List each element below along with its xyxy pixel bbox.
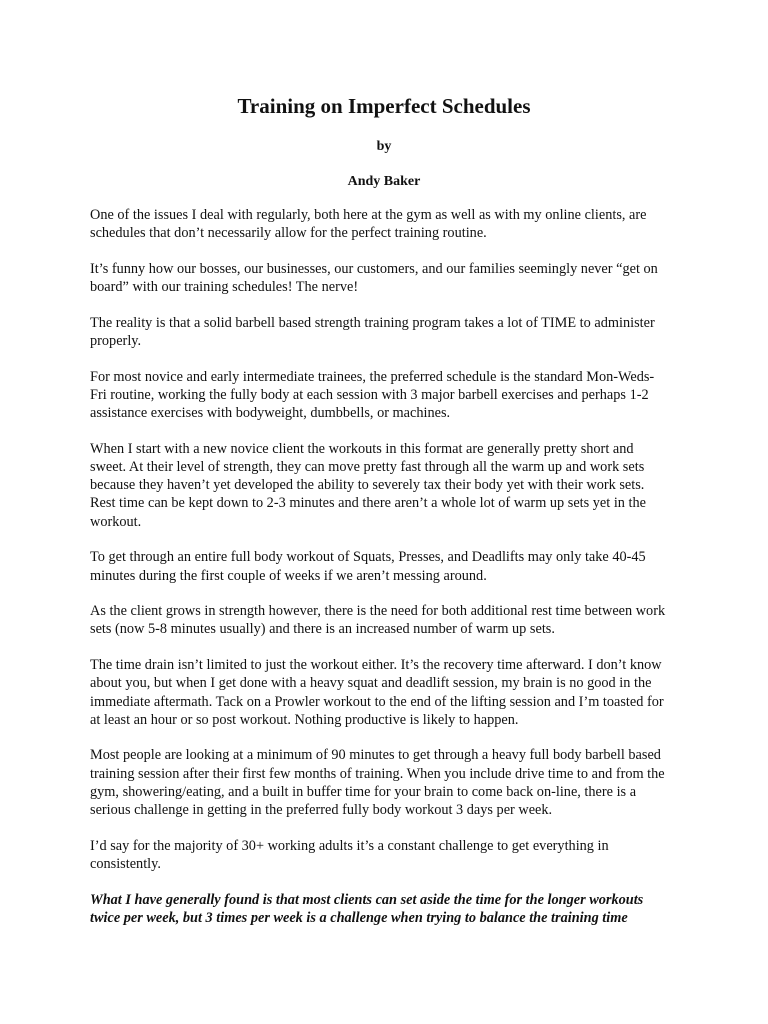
paragraph: For most novice and early intermediate trainees, the preferred schedule is the standard Mon-Weds-Fri routine, working the fully body at each session with 3 major barbell exercises and perhaps 1-2 assistance exercises with bodyweight, dumbbells, or machines. [90, 368, 655, 422]
paragraph: Most people are looking at a minimum of 90 minutes to get through a heavy full body barbell based training session after their first few months of training. When you include drive time to and from the gym, showering/eating, and a built in buffer time for your brain to come back on-line, there is a serious challenge in getting in the preferred fully body workout 3 days per week. [90, 747, 665, 819]
paragraph: It’s funny how our bosses, our businesses, our customers, and our families seemingly never “get on board” with our training schedules! The nerve! [90, 260, 658, 296]
byline-by: by [376, 139, 392, 154]
document-title: Training on Imperfect Schedules [237, 94, 531, 118]
paragraph: The reality is that a solid barbell based strength training program takes a lot of TIME to administer properly. [90, 314, 655, 350]
author-name: Andy Baker [347, 174, 421, 189]
paragraph: One of the issues I deal with regularly, both here at the gym as well as with my online clients, are schedules that don’t necessarily allow for the perfect training routine. [90, 207, 647, 242]
paragraph: As the client grows in strength however, there is the need for both additional rest time between work sets (now 5-8 minutes usually) and there is an increased number of warm up sets. [90, 603, 666, 638]
paragraph: The time drain isn’t limited to just the workout either. It’s the recovery time afterward. I don’t know about you, but when I get done with a heavy squat and deadlift session, my brain is no good in the immediate aftermath. Tack on a Prowler workout to the end of the lifting session and I’m toasted for at least an hour or so post workout. Nothing productive is likely to happen. [90, 657, 664, 728]
paragraph: To get through an entire full body workout of Squats, Presses, and Deadlifts may only take 40-45 minutes during the first couple of weeks if we aren’t messing around. [90, 549, 646, 584]
emphasized-paragraph: What I have generally found is that most clients can set aside the time for the longer workouts twice per week, but 3 times per week is a challenge when trying to balance the training time [90, 891, 644, 926]
paragraph: When I start with a new novice client the workouts in this format are generally pretty short and sweet. At their level of strength, they can move pretty fast through all the warm up and work sets because they haven’t yet developed the ability to severely tax their body yet with their work sets. Rest time can be kept down to 2-3 minutes and there aren’t a whole lot of warm up sets yet in the workout. [90, 440, 646, 530]
paragraph: I’d say for the majority of 30+ working adults it’s a constant challenge to get everything in consistently. [90, 837, 609, 872]
article-body [90, 206, 670, 945]
